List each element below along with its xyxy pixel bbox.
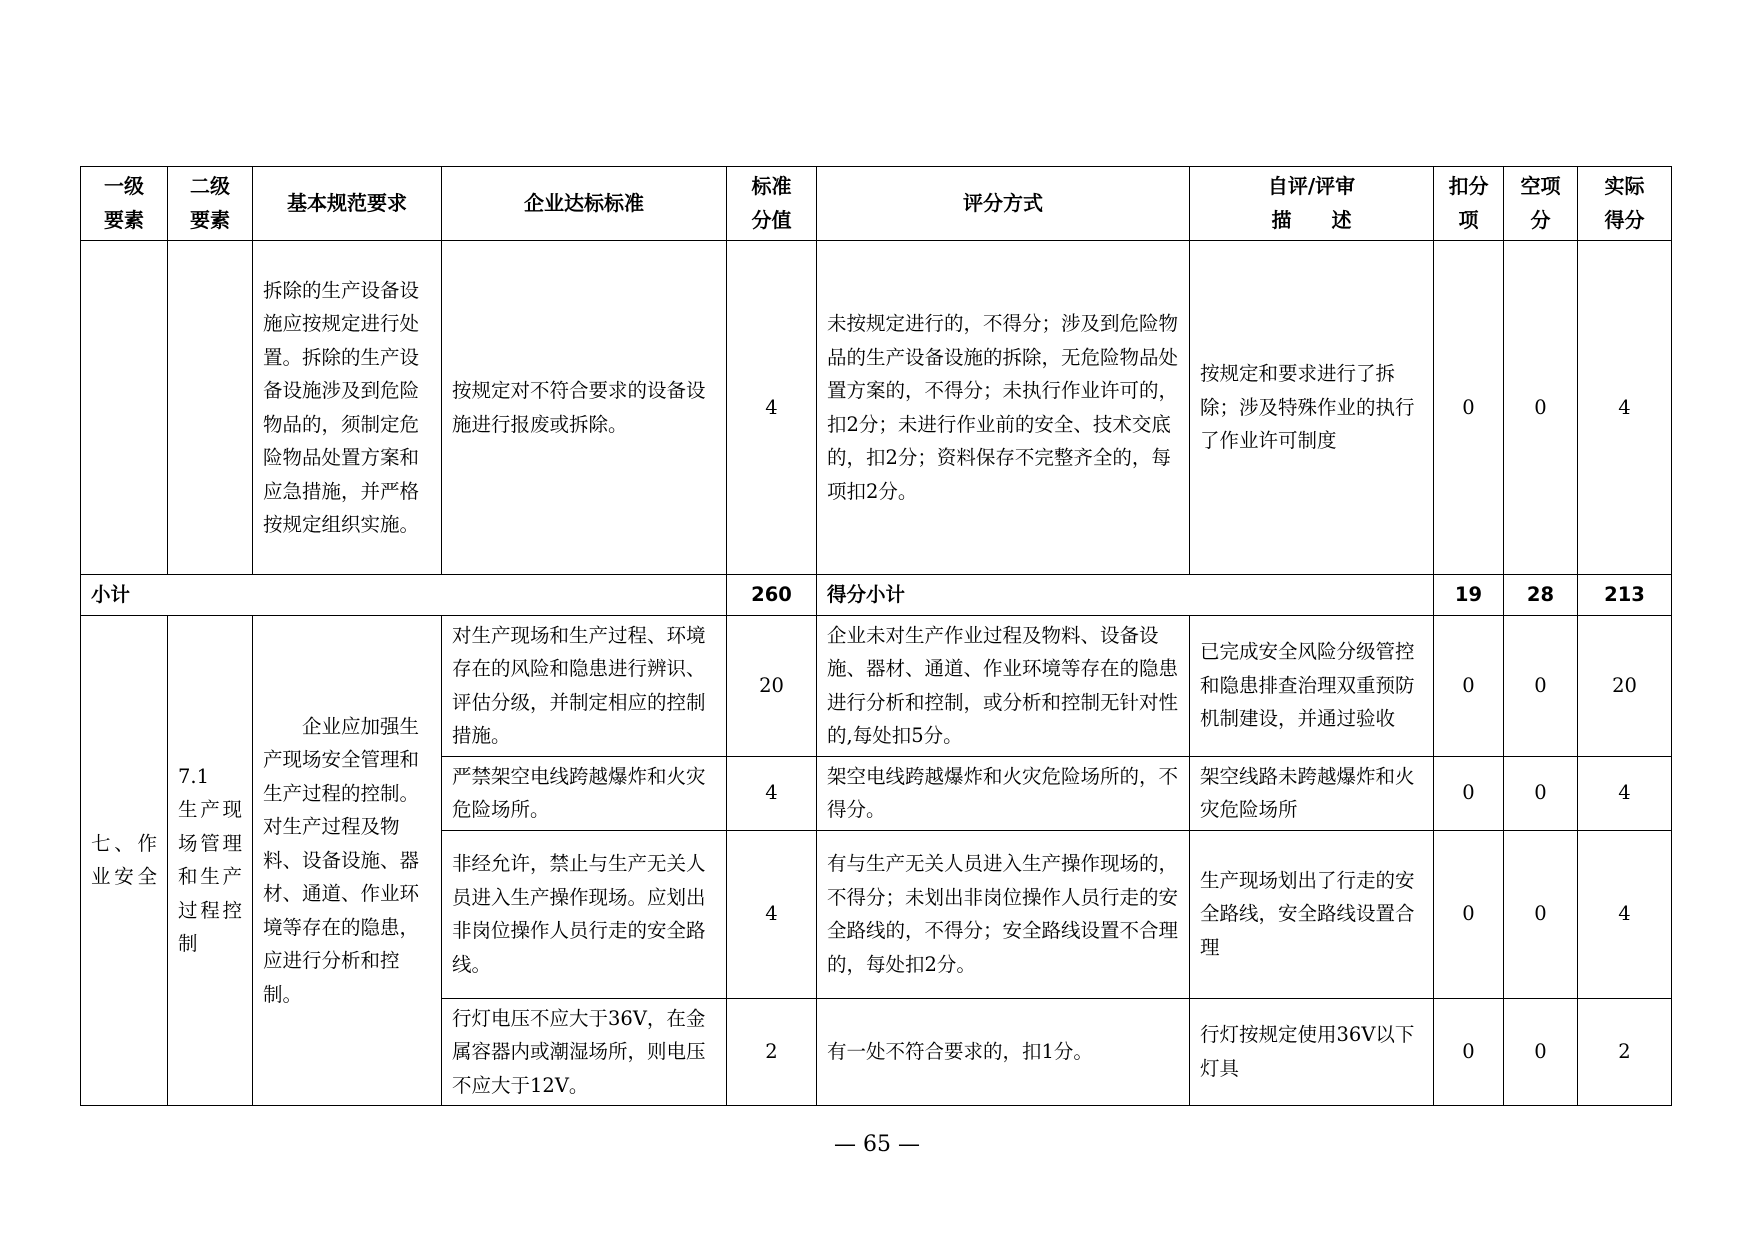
table-header-row [81, 167, 1672, 241]
method-cell: 架空电线跨越爆炸和火灾危险场所的，不得分。 [817, 756, 1190, 830]
eval-cell: 按规定和要求进行了拆除；涉及特殊作业的执行了作业许可制度 [1190, 241, 1434, 575]
deduct-cell: 0 [1434, 615, 1504, 756]
header-empty: 空项 分 [1504, 167, 1578, 241]
level2-title: 生产现场管理和生产过程控制 [178, 798, 242, 956]
score-cell: 2 [727, 998, 817, 1106]
empty-cell: 0 [1504, 756, 1578, 830]
deduct-cell: 0 [1434, 998, 1504, 1106]
header-standard-score: 标准 分值 [727, 167, 817, 241]
actual-cell: 4 [1578, 241, 1672, 575]
cell-empty [81, 241, 168, 575]
table-row [81, 615, 1672, 756]
header-deduct: 扣分 项 [1434, 167, 1504, 241]
subtotal-deduct: 19 [1434, 575, 1504, 616]
table-row [81, 241, 1672, 575]
method-cell: 企业未对生产作业过程及物料、设备设施、器材、通道、作业环境等存在的隐患进行分析和控制，或分析和控制无针对性的,每处扣5分。 [817, 615, 1190, 756]
level2-number: 7.1 [178, 764, 210, 788]
method-cell: 有与生产无关人员进入生产操作现场的，不得分；未划出非岗位操作人员行走的安全路线的，不得分；安全路线设置不合理的，每处扣2分。 [817, 830, 1190, 998]
score-cell: 4 [727, 756, 817, 830]
empty-cell: 0 [1504, 241, 1578, 575]
header-method: 评分方式 [817, 167, 1190, 241]
header-level2: 二级 要素 [168, 167, 253, 241]
empty-cell: 0 [1504, 830, 1578, 998]
deduct-cell: 0 [1434, 756, 1504, 830]
deduct-cell: 0 [1434, 830, 1504, 998]
actual-cell: 20 [1578, 615, 1672, 756]
actual-cell: 4 [1578, 756, 1672, 830]
eval-cell: 已完成安全风险分级管控和隐患排查治理双重预防机制建设，并通过验收 [1190, 615, 1434, 756]
basic-requirement-cell: 拆除的生产设备设施应按规定进行处置。拆除的生产设备设施涉及到危险物品的，须制定危险物品处置方案和应急措施，并严格按规定组织实施。 [253, 241, 442, 575]
actual-cell: 4 [1578, 830, 1672, 998]
standard-cell: 对生产现场和生产过程、环境存在的风险和隐患进行辨识、评估分级，并制定相应的控制措施。 [442, 615, 727, 756]
header-level1: 一级 要素 [81, 167, 168, 241]
standard-cell: 行灯电压不应大于36V，在金属容器内或潮湿场所，则电压不应大于12V。 [442, 998, 727, 1106]
subtotal-method-label: 得分小计 [817, 575, 1434, 616]
method-cell: 有一处不符合要求的，扣1分。 [817, 998, 1190, 1106]
subtotal-score: 260 [727, 575, 817, 616]
level1-cell: 七、作业安全 [81, 615, 168, 1106]
subtotal-label: 小计 [81, 575, 727, 616]
empty-cell: 0 [1504, 615, 1578, 756]
subtotal-row [81, 575, 1672, 616]
subtotal-empty: 28 [1504, 575, 1578, 616]
score-cell: 4 [727, 830, 817, 998]
standard-cell: 按规定对不符合要求的设备设施进行报废或拆除。 [442, 241, 727, 575]
evaluation-table [80, 166, 1672, 1106]
standard-cell: 严禁架空电线跨越爆炸和火灾危险场所。 [442, 756, 727, 830]
cell-empty [168, 241, 253, 575]
basic-requirement-cell: 企业应加强生产现场安全管理和生产过程的控制。对生产过程及物料、设备设施、器材、通道、作业环境等存在的隐患，应进行分析和控制。 [253, 615, 442, 1106]
eval-cell: 架空线路未跨越爆炸和火灾危险场所 [1190, 756, 1434, 830]
deduct-cell: 0 [1434, 241, 1504, 575]
method-cell: 未按规定进行的，不得分；涉及到危险物品的生产设备设施的拆除，无危险物品处置方案的，不得分；未执行作业许可的，扣2分；未进行作业前的安全、技术交底的，扣2分；资料保存不完整齐全的，每项扣2分。 [817, 241, 1190, 575]
page-number: — 65 — [834, 1132, 920, 1157]
header-actual: 实际 得分 [1578, 167, 1672, 241]
level2-cell [168, 615, 253, 1106]
header-self-eval: 自评/评审 描 述 [1190, 167, 1434, 241]
standard-cell: 非经允许，禁止与生产无关人员进入生产操作现场。应划出非岗位操作人员行走的安全路线。 [442, 830, 727, 998]
header-standard: 企业达标标准 [442, 167, 727, 241]
score-cell: 20 [727, 615, 817, 756]
subtotal-actual: 213 [1578, 575, 1672, 616]
actual-cell: 2 [1578, 998, 1672, 1106]
eval-cell: 生产现场划出了行走的安全路线，安全路线设置合理 [1190, 830, 1434, 998]
score-cell: 4 [727, 241, 817, 575]
header-basic-requirement: 基本规范要求 [253, 167, 442, 241]
empty-cell: 0 [1504, 998, 1578, 1106]
eval-cell: 行灯按规定使用36V以下灯具 [1190, 998, 1434, 1106]
